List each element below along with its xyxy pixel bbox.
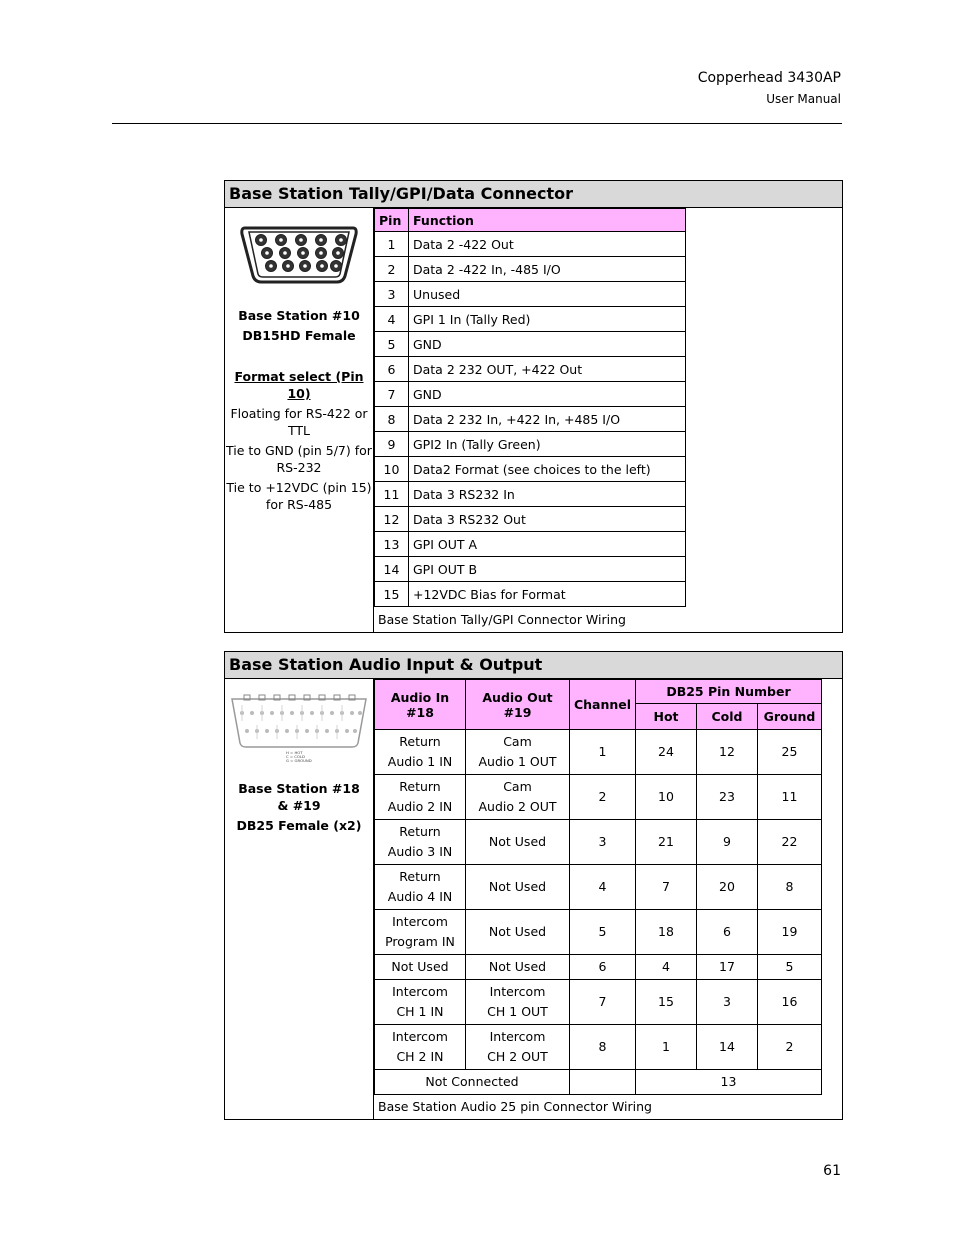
- audio-out-cell: [466, 820, 570, 865]
- pin-function-cell: GND: [409, 332, 686, 357]
- audio-in-cell-line: Intercom: [392, 1029, 448, 1044]
- table-row: [375, 865, 822, 910]
- audio-in-cell: [375, 775, 466, 820]
- audio-in-cell-line: Audio 2 IN: [387, 799, 453, 814]
- pin-number-cell: 4: [375, 307, 409, 332]
- table-row: [375, 557, 686, 582]
- header-rule: [112, 123, 842, 124]
- channel-cell: 6: [570, 955, 636, 980]
- channel-cell: 5: [570, 910, 636, 955]
- pin-number-cell: 13: [375, 532, 409, 557]
- audio-out-cell-line: Cam: [503, 734, 532, 749]
- pin-function-cell: Data2 Format (see choices to the left): [409, 457, 686, 482]
- hot-pin-cell: 10: [636, 775, 697, 820]
- ground-pin-cell: 8: [758, 865, 822, 910]
- channel-cell: 2: [570, 775, 636, 820]
- audio-in-cell-line: Audio 1 IN: [387, 754, 453, 769]
- tally-gpi-section: [224, 180, 843, 633]
- channel-cell: 4: [570, 865, 636, 910]
- audio-in-cell: [375, 730, 466, 775]
- connector-name: Base Station #18 & #19: [238, 781, 360, 813]
- audio-out-cell: [466, 775, 570, 820]
- audio-section: [224, 651, 843, 1120]
- col-header-audio-out: Audio Out #19: [466, 680, 570, 730]
- table-row: [375, 582, 686, 607]
- audio-in-cell-line: Program IN: [385, 934, 455, 949]
- pin-function-cell: GPI OUT A: [409, 532, 686, 557]
- audio-in-cell-line: CH 1 IN: [396, 1004, 444, 1019]
- pin-number-cell: 1: [375, 232, 409, 257]
- pin-number-cell: 11: [375, 482, 409, 507]
- audio-out-cell-line: Audio 1 OUT: [478, 754, 557, 769]
- table-row: [375, 282, 686, 307]
- audio-in-cell-line: Return: [399, 779, 441, 794]
- pin-number-cell: 6: [375, 357, 409, 382]
- hot-pin-cell: 15: [636, 980, 697, 1025]
- pin-function-cell: Data 2 232 OUT, +422 Out: [409, 357, 686, 382]
- table-row: [375, 730, 822, 775]
- pin-function-cell: Data 2 -422 In, -485 I/O: [409, 257, 686, 282]
- table-row: [375, 257, 686, 282]
- pin-function-cell: Data 3 RS232 In: [409, 482, 686, 507]
- ground-pin-cell: 22: [758, 820, 822, 865]
- pin-number-cell: 2: [375, 257, 409, 282]
- cold-pin-cell: 23: [697, 775, 758, 820]
- audio-out-cell-line: CH 1 OUT: [487, 1004, 548, 1019]
- audio-in-cell-line: Intercom: [392, 984, 448, 999]
- hot-pin-cell: 18: [636, 910, 697, 955]
- table-caption: Base Station Tally/GPI Connector Wiring: [378, 612, 626, 627]
- col-header-pin: Pin: [375, 209, 409, 232]
- col-header-channel: Channel: [570, 680, 636, 730]
- cold-pin-cell: 17: [697, 955, 758, 980]
- audio-out-cell-line: Not Used: [488, 834, 547, 849]
- audio-in-cell: [375, 980, 466, 1025]
- table-row: [375, 482, 686, 507]
- audio-out-cell-line: Not Used: [488, 959, 547, 974]
- audio-out-cell: [466, 1025, 570, 1070]
- diagram-legend: H = HOT: [286, 750, 303, 755]
- pin-function-cell: Unused: [409, 282, 686, 307]
- ground-pin-cell: 16: [758, 980, 822, 1025]
- hot-pin-cell: 4: [636, 955, 697, 980]
- pin-function-cell: Data 2 -422 Out: [409, 232, 686, 257]
- pin-function-cell: Data 3 RS232 Out: [409, 507, 686, 532]
- table-row: [375, 820, 822, 865]
- hot-pin-cell: 24: [636, 730, 697, 775]
- not-connected-row: [375, 1070, 822, 1095]
- pin-number-cell: 7: [375, 382, 409, 407]
- table-row: [375, 910, 822, 955]
- ground-pin-cell: 25: [758, 730, 822, 775]
- connector-info: [225, 679, 374, 1120]
- table-header-row: [375, 209, 686, 232]
- not-connected-label: Not Connected: [375, 1070, 570, 1095]
- connector-type: DB15HD Female: [242, 328, 356, 343]
- audio-out-cell-line: Intercom: [489, 984, 546, 999]
- table-row: [375, 332, 686, 357]
- page-number: 61: [823, 1163, 841, 1179]
- audio-in-cell-line: Return: [399, 869, 441, 884]
- audio-in-cell-line: Audio 3 IN: [387, 844, 453, 859]
- ground-pin-cell: 19: [758, 910, 822, 955]
- audio-out-cell: [466, 730, 570, 775]
- not-connected-pin: 13: [636, 1070, 822, 1095]
- audio-out-cell-line: Not Used: [488, 879, 547, 894]
- audio-out-cell-line: Audio 2 OUT: [478, 799, 557, 814]
- pin-function-cell: GPI2 In (Tally Green): [409, 432, 686, 457]
- audio-in-cell-line: Return: [399, 734, 441, 749]
- hot-pin-cell: 21: [636, 820, 697, 865]
- table-row: [375, 382, 686, 407]
- diagram-legend: G = GROUND: [286, 758, 312, 763]
- col-header-cold: Cold: [697, 704, 758, 730]
- pin-number-cell: 14: [375, 557, 409, 582]
- table-row: [375, 232, 686, 257]
- pin-number-cell: 8: [375, 407, 409, 432]
- format-note: Tie to +12VDC (pin 15) for RS-485: [226, 480, 372, 512]
- empty-cell: [570, 1070, 636, 1095]
- col-header-audio-in: Audio In #18: [375, 680, 466, 730]
- format-note: Floating for RS-422 or TTL: [230, 406, 368, 438]
- pin-number-cell: 5: [375, 332, 409, 357]
- pin-number-cell: 10: [375, 457, 409, 482]
- table-row: [375, 1025, 822, 1070]
- hot-pin-cell: 1: [636, 1025, 697, 1070]
- pin-function-cell: GPI 1 In (Tally Red): [409, 307, 686, 332]
- col-header-db25: DB25 Pin Number: [636, 680, 822, 704]
- cold-pin-cell: 9: [697, 820, 758, 865]
- pin-number-cell: 12: [375, 507, 409, 532]
- connector-info: [225, 208, 374, 633]
- table-row: [375, 980, 822, 1025]
- audio-in-cell: [375, 1025, 466, 1070]
- pin-function-cell: GND: [409, 382, 686, 407]
- header-doc-title: User Manual: [766, 92, 841, 106]
- pin-table: [374, 208, 686, 607]
- audio-out-cell: [466, 865, 570, 910]
- audio-in-cell-line: Audio 4 IN: [387, 889, 453, 904]
- audio-in-cell: [375, 910, 466, 955]
- audio-in-cell: [375, 955, 466, 980]
- hot-pin-cell: 7: [636, 865, 697, 910]
- audio-in-cell-line: CH 2 IN: [396, 1049, 444, 1064]
- section-title: Base Station Audio Input & Output: [225, 652, 842, 679]
- audio-in-cell: [375, 865, 466, 910]
- audio-out-cell: [466, 980, 570, 1025]
- ground-pin-cell: 2: [758, 1025, 822, 1070]
- col-header-function: Function: [409, 209, 686, 232]
- pin-number-cell: 15: [375, 582, 409, 607]
- audio-out-cell-line: CH 2 OUT: [487, 1049, 548, 1064]
- connector-name: Base Station #10: [238, 308, 360, 323]
- col-header-hot: Hot: [636, 704, 697, 730]
- audio-in-cell-line: Not Used: [391, 959, 449, 974]
- db25-connector-diagram: [228, 691, 370, 767]
- col-header-ground: Ground: [758, 704, 822, 730]
- pin-number-cell: 9: [375, 432, 409, 457]
- connector-type: DB25 Female (x2): [236, 818, 362, 833]
- pin-function-cell: Data 2 232 In, +422 In, +485 I/O: [409, 407, 686, 432]
- audio-out-cell-line: Cam: [503, 779, 532, 794]
- table-row: [375, 532, 686, 557]
- table-row: [375, 357, 686, 382]
- pin-function-cell: +12VDC Bias for Format: [409, 582, 686, 607]
- cold-pin-cell: 6: [697, 910, 758, 955]
- audio-out-cell: [466, 910, 570, 955]
- db15-connector-diagram: [239, 222, 359, 286]
- channel-cell: 3: [570, 820, 636, 865]
- table-row: [375, 407, 686, 432]
- audio-out-cell-line: Not Used: [488, 924, 547, 939]
- format-heading: Format select (Pin 10): [234, 369, 364, 401]
- ground-pin-cell: 11: [758, 775, 822, 820]
- channel-cell: 8: [570, 1025, 636, 1070]
- table-row: [375, 775, 822, 820]
- section-title: Base Station Tally/GPI/Data Connector: [225, 181, 842, 208]
- audio-out-cell: [466, 955, 570, 980]
- diagram-legend: C = COLD: [286, 754, 305, 759]
- audio-pin-table: [374, 679, 822, 1095]
- table-row: [375, 307, 686, 332]
- audio-out-cell-line: Intercom: [489, 1029, 546, 1044]
- table-header-row: [375, 680, 822, 704]
- table-caption: Base Station Audio 25 pin Connector Wiring: [378, 1099, 652, 1114]
- audio-in-cell: [375, 820, 466, 865]
- ground-pin-cell: 5: [758, 955, 822, 980]
- cold-pin-cell: 14: [697, 1025, 758, 1070]
- table-row: [375, 432, 686, 457]
- format-note: Tie to GND (pin 5/7) for RS-232: [226, 443, 372, 475]
- channel-cell: 7: [570, 980, 636, 1025]
- channel-cell: 1: [570, 730, 636, 775]
- table-row: [375, 507, 686, 532]
- cold-pin-cell: 3: [697, 980, 758, 1025]
- cold-pin-cell: 12: [697, 730, 758, 775]
- audio-in-cell-line: Intercom: [392, 914, 448, 929]
- pin-number-cell: 3: [375, 282, 409, 307]
- header-product: Copperhead 3430AP: [697, 70, 841, 86]
- table-row: [375, 457, 686, 482]
- cold-pin-cell: 20: [697, 865, 758, 910]
- audio-in-cell-line: Return: [399, 824, 441, 839]
- pin-function-cell: GPI OUT B: [409, 557, 686, 582]
- table-row: [375, 955, 822, 980]
